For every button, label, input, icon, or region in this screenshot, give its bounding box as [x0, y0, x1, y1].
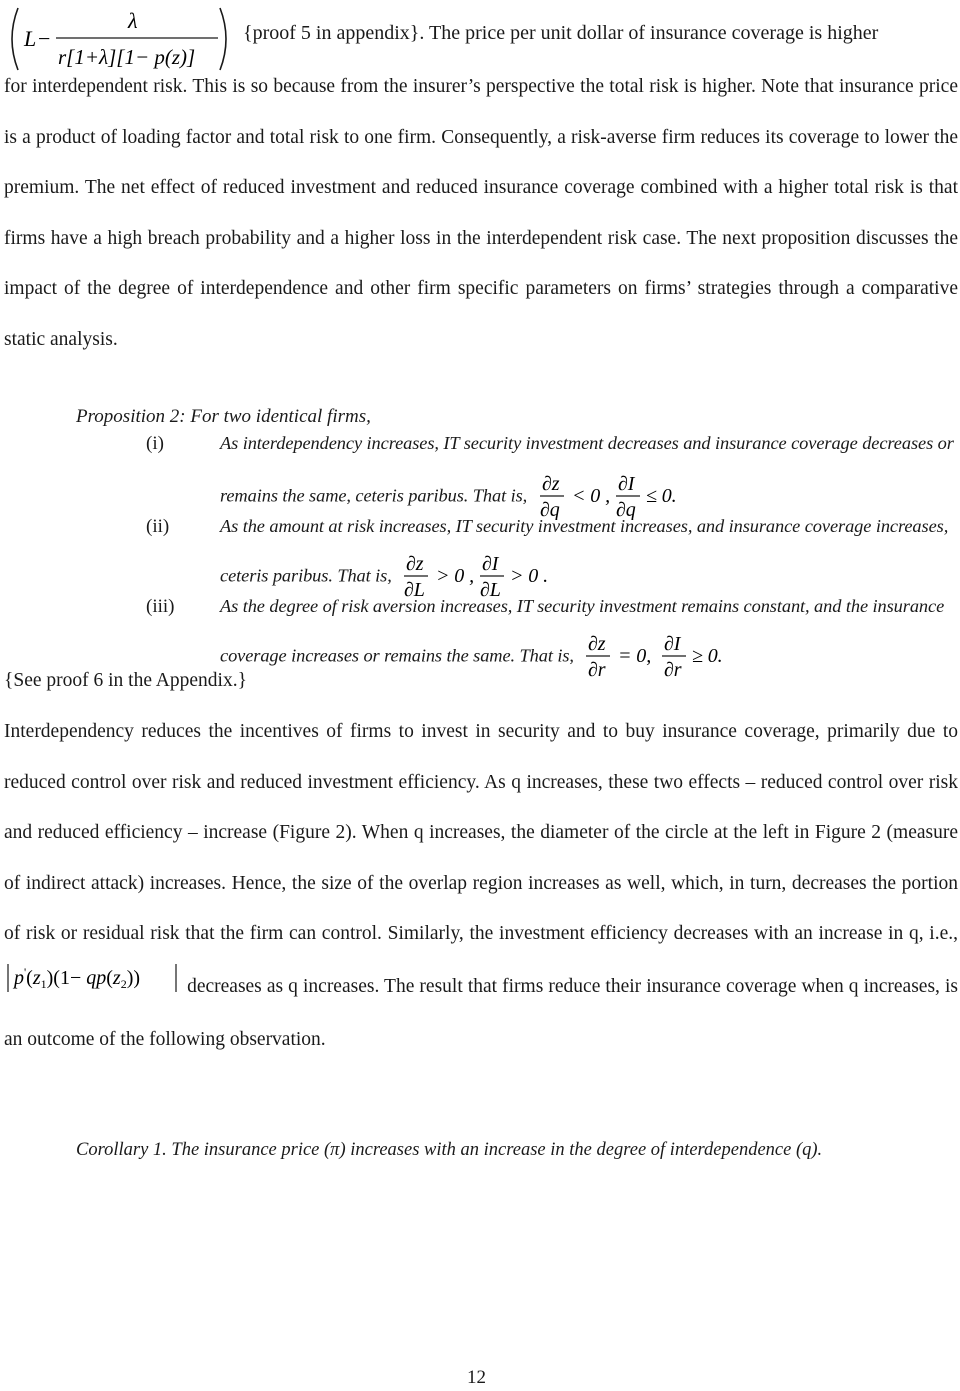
svg-text:∂q: ∂q	[539, 499, 560, 520]
proposition-item-number: (ii)	[146, 516, 170, 537]
svg-text:< 0 ,: < 0 ,	[571, 485, 610, 507]
derivative-svg-r	[584, 630, 764, 680]
proposition-item-line	[220, 630, 764, 685]
svg-text:∂I: ∂I	[617, 473, 634, 495]
derivative-svg-q	[538, 470, 718, 520]
investment-efficiency-expression	[4, 960, 182, 1015]
proof-5-reference: {proof 5 in appendix}. The price per unit dollar of insurance coverage is higher	[243, 22, 879, 44]
formula-lambda: λ	[128, 8, 138, 33]
svg-text:> 0 .: > 0 .	[510, 565, 549, 587]
paragraph-text-after-expression: decreases as q increases. The result that firms reduce their insurance coverage when q increases, is an outcome of the following observation.	[4, 975, 959, 1050]
svg-text:∂L: ∂L	[404, 579, 426, 600]
svg-text:= 0,: = 0,	[618, 645, 652, 667]
svg-text:> 0 ,: > 0 ,	[436, 565, 475, 587]
svg-text:∂q: ∂q	[615, 499, 636, 520]
svg-text:∂z: ∂z	[406, 553, 424, 575]
proof-6-reference: {See proof 6 in the Appendix.}	[4, 670, 247, 691]
svg-text:∂z: ∂z	[541, 473, 560, 495]
paragraph-interdependency-effects	[4, 707, 958, 1065]
proposition-heading: Proposition 2: For two identical firms,	[76, 406, 371, 427]
formula-denominator: r[1+λ][1− p(z)]	[58, 45, 196, 69]
proposition-item-line: As the amount at risk increases, IT security investment increases, and insurance coverage increases,	[220, 516, 949, 536]
formula-L: L	[24, 26, 37, 51]
svg-text:∂r: ∂r	[588, 659, 606, 680]
page-number: 12	[467, 1367, 486, 1388]
svg-text:p'(z1)(1− qp(z2)): $p'(z_1)(1- qp(z_2))$	[14, 964, 141, 991]
svg-text:≤ 0.: ≤ 0.	[645, 485, 677, 507]
svg-text:∂L: ∂L	[480, 579, 502, 600]
svg-text:∂z: ∂z	[588, 633, 606, 655]
paragraph-text-before-expression: Interdependency reduces the incentives of firms to invest in security and to buy insurance coverage, primarily due to reduced control over risk and reduced investment efficiency. As q increases, these two effects – reduced control over risk and reduced efficiency – increase (Figure 2). When q increases, the diameter of the circle at the left in Figure 2 (measure of indirect attack) increases. Hence, the size of the overlap region increases as well, which, in turn, decreases the portion of risk or residual risk that the firm can control. Similarly, the investment efficiency decreases with an increase in q, i.e.,	[4, 721, 958, 945]
paragraph-interdependent-risk: for interdependent risk. This is so because from the insurer’s perspective the total risk is higher. Note that insurance price is a product of loading factor and total risk to one firm. Consequently, a risk-averse firm reduces its coverage to lower the premium. The net effect of reduced investment and reduced insurance coverage combined with a higher total risk is that firms have a high breach probability and a higher loss in the interdependent risk case. The next proposition discusses the impact of the degree of interdependence and other firm specific parameters on firms’ strategies through a comparative static analysis.	[4, 76, 958, 350]
proposition-item-number: (i)	[146, 433, 164, 454]
proposition-item-line: As the degree of risk aversion increases, IT security investment remains constant, and the insurance	[220, 596, 945, 616]
proposition-item-line: As interdependency increases, IT security investment decreases and insurance coverage decreases or	[220, 433, 954, 453]
svg-text:∂I: ∂I	[482, 553, 499, 575]
proposition-item-lead: coverage increases or remains the same. That is,	[220, 645, 574, 666]
derivative-svg-L	[402, 550, 582, 600]
svg-text:≥ 0.: ≥ 0.	[692, 645, 724, 667]
derivative-equation-r	[584, 630, 764, 685]
formula-minus: −	[38, 26, 51, 51]
svg-text:∂I: ∂I	[664, 633, 681, 655]
proposition-item-lead: remains the same, ceteris paribus. That is,	[220, 485, 528, 506]
proposition-item-lead: ceteris paribus. That is,	[220, 565, 392, 586]
corollary-1: Corollary 1. The insurance price (π) increases with an increase in the degree of interdependence (q).	[76, 1140, 823, 1160]
svg-text:∂r: ∂r	[664, 659, 682, 680]
abs-expression-svg	[4, 960, 182, 994]
proposition-item-number: (iii)	[146, 596, 175, 617]
